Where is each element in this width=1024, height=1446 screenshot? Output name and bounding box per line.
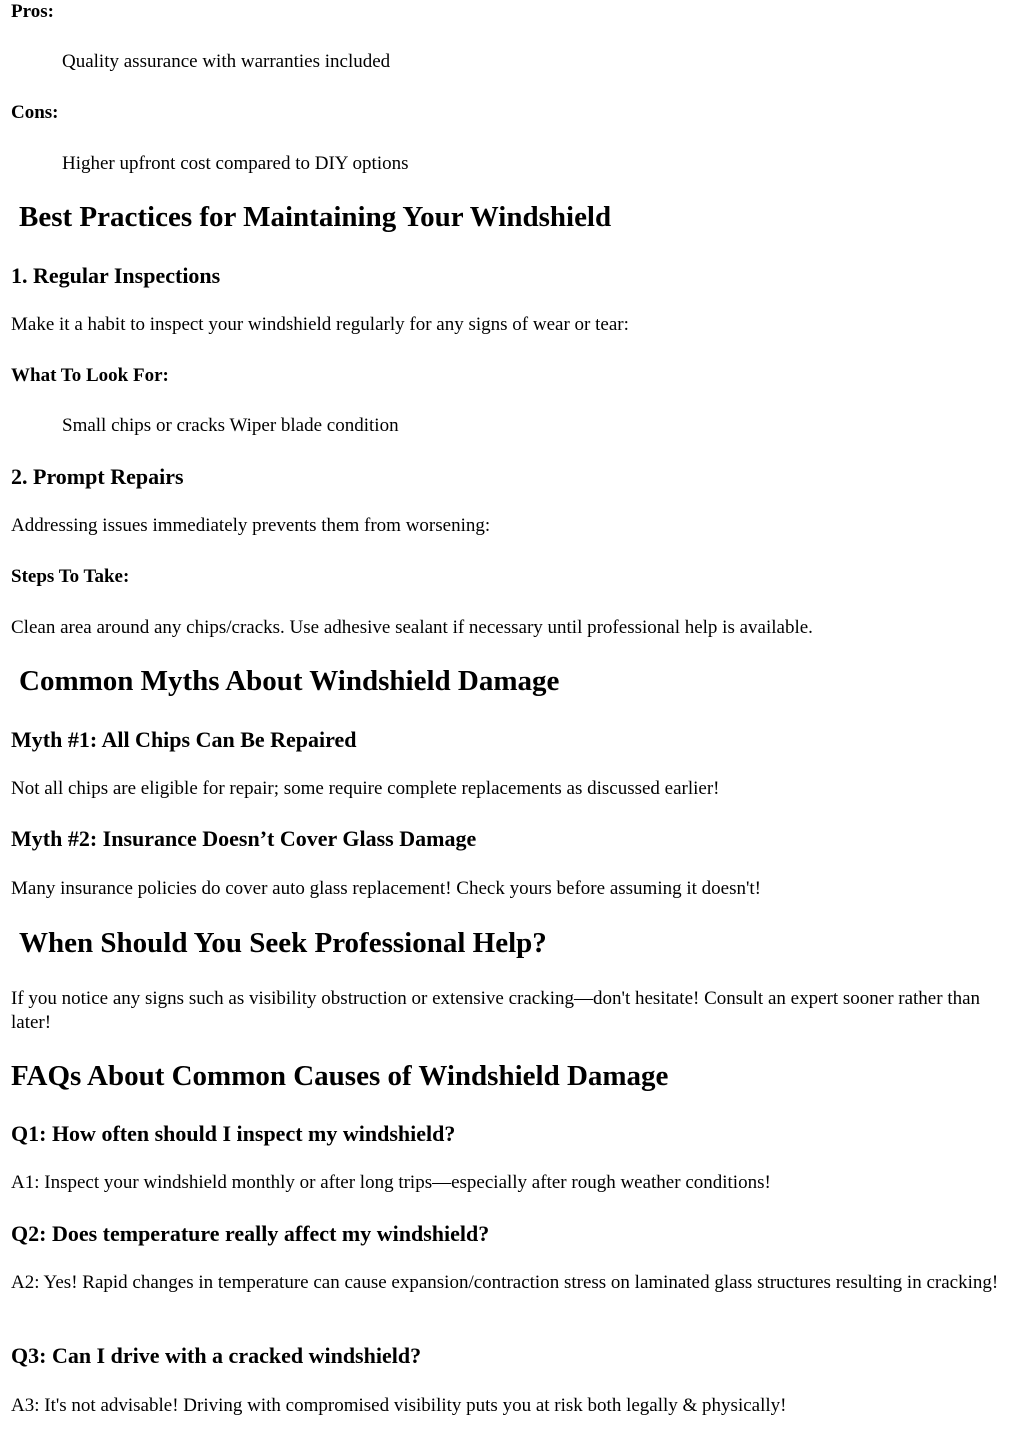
- faq-q2-answer: A2: Yes! Rapid changes in temperature can cause expansion/contraction stress on laminated glass structures resulting in cracking!: [11, 1272, 999, 1293]
- best-practices-heading: Best Practices for Maintaining Your Windshield: [19, 201, 612, 233]
- faq-q2-question: Q2: Does temperature really affect my windshield?: [11, 1221, 490, 1246]
- myth1-text: Not all chips are eligible for repair; some require complete replacements as discussed earlier!: [11, 778, 720, 799]
- steps-to-take-text: Clean area around any chips/cracks. Use adhesive sealant if necessary until professional help is available.: [11, 617, 813, 638]
- steps-to-take-label: Steps To Take:: [11, 566, 130, 587]
- myth2-heading: Myth #2: Insurance Doesn’t Cover Glass Damage: [11, 826, 477, 851]
- faqs-heading: FAQs About Common Causes of Windshield Damage: [11, 1060, 669, 1092]
- prompt-repairs-heading: 2. Prompt Repairs: [11, 464, 184, 489]
- cons-item: Higher upfront cost compared to DIY options: [62, 153, 409, 174]
- prompt-repairs-intro: Addressing issues immediately prevents them from worsening:: [11, 515, 491, 536]
- myths-heading: Common Myths About Windshield Damage: [19, 665, 560, 697]
- faq-q1-answer: A1: Inspect your windshield monthly or after long trips—especially after rough weather conditions!: [11, 1172, 771, 1193]
- what-to-look-for-label: What To Look For:: [11, 365, 169, 386]
- faq-q3-question: Q3: Can I drive with a cracked windshield?: [11, 1343, 422, 1368]
- pros-item: Quality assurance with warranties included: [62, 51, 391, 72]
- faq-q1-question: Q1: How often should I inspect my windshield?: [11, 1121, 456, 1146]
- pros-label: Pros:: [11, 1, 54, 22]
- professional-help-text: If you notice any signs such as visibility obstruction or extensive cracking—don't hesitate! Consult an expert sooner rather than later!: [11, 988, 981, 1033]
- professional-help-heading: When Should You Seek Professional Help?: [19, 927, 547, 959]
- myth1-heading: Myth #1: All Chips Can Be Repaired: [11, 727, 357, 752]
- faq-q3-answer: A3: It's not advisable! Driving with compromised visibility puts you at risk both legally & physically!: [11, 1395, 787, 1416]
- what-to-look-for-items: Small chips or cracks Wiper blade condition: [62, 415, 399, 436]
- regular-inspections-heading: 1. Regular Inspections: [11, 263, 221, 288]
- cons-label: Cons:: [11, 102, 59, 123]
- myth2-text: Many insurance policies do cover auto glass replacement! Check yours before assuming it doesn't!: [11, 878, 762, 899]
- regular-inspections-intro: Make it a habit to inspect your windshield regularly for any signs of wear or tear:: [11, 314, 629, 335]
